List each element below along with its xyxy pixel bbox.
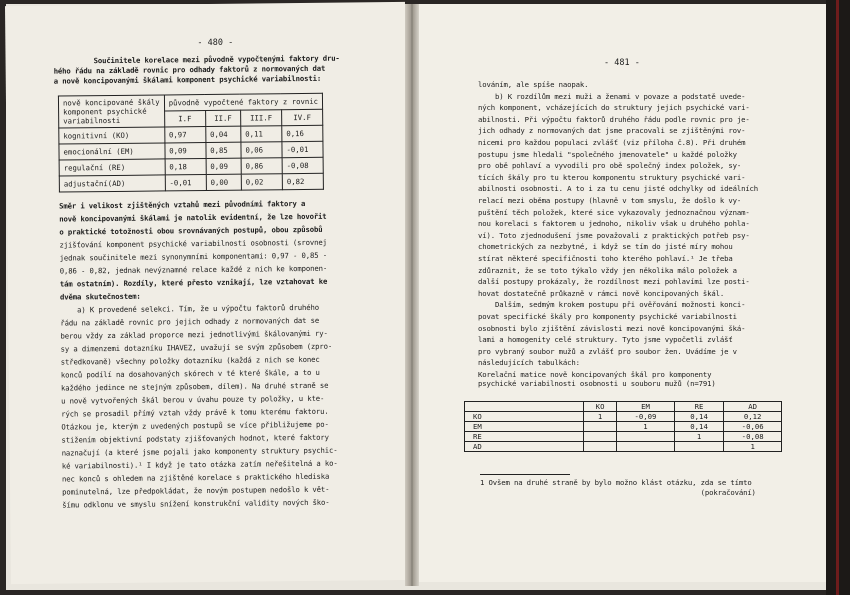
cell: 1 bbox=[584, 412, 617, 422]
row-label: AD bbox=[465, 442, 584, 452]
column-header: RE bbox=[674, 402, 724, 412]
footnote-rule bbox=[480, 474, 570, 475]
text-line: následujících tabulkách: bbox=[478, 358, 580, 368]
text-line: nou korelaci s faktorem u jednoho, nikoliv však u druhého pohla- bbox=[478, 219, 750, 229]
table-caption-line: psychické variabilnosti osobnosti u souboru mužů (n=791) bbox=[478, 379, 716, 388]
heading-line: hého řádu na základě rovnic pro odhady faktorů z normovaných dat bbox=[53, 63, 326, 76]
text-line: 0,86 - 0,82, jednak nevýznamné relace každé z nich ke komponen- bbox=[59, 263, 328, 276]
left-page bbox=[5, 2, 411, 584]
cell: 1 bbox=[674, 432, 724, 442]
column-header: III.F bbox=[241, 110, 282, 126]
text-line: Dalším, sedmým krokem postupu při ověřování možnosti konci- bbox=[478, 300, 746, 310]
heading-line: Součinitele korelace mezi původně vypočtenými faktory dru- bbox=[93, 53, 340, 66]
group-header: původně vypočtené faktory z rovnic bbox=[164, 93, 323, 111]
text-line: a) K provedené selekci. Tím, že u výpočtu faktorů druhého bbox=[60, 302, 320, 315]
text-line: tám ostatním). Rozdíly, které přesto vznikají, lze vztahovat ke bbox=[59, 276, 328, 289]
table-row bbox=[465, 412, 782, 422]
binding-strip bbox=[836, 0, 839, 595]
row-label: adjustační(AD) bbox=[59, 175, 165, 192]
text-line: zjišťování komponent psychické variabilnosti osobnosti (srovnej bbox=[59, 237, 327, 250]
text-line: abilnosti. Při výpočtu faktorů druhého řádu podle rovnic pro je- bbox=[478, 114, 750, 124]
text-line: lováním, ale spíše naopak. bbox=[478, 80, 589, 89]
column-header: AD bbox=[724, 402, 782, 412]
cell: 0,14 bbox=[674, 412, 724, 422]
text-line: ví). Toto zjednodušení jsme považovali z praktických potřeb psy- bbox=[478, 230, 750, 240]
right-page bbox=[416, 4, 826, 582]
cell: -0,01 bbox=[165, 175, 206, 191]
cell: 0,09 bbox=[165, 143, 206, 159]
page-number-left: - 480 - bbox=[197, 37, 234, 49]
text-line: chometrických za nezbytné, i když se tím do jisté míry mohou bbox=[478, 242, 733, 252]
text-line: nově koncipovanými škálami je natolik evidentní, že lze hovořit bbox=[59, 211, 327, 224]
cell: 0,86 bbox=[241, 158, 282, 174]
cell bbox=[584, 422, 617, 432]
cell: 0,04 bbox=[205, 126, 240, 142]
text-line: lami a homogenity celé struktury. Tyto jsme vypočetli zvlášť bbox=[478, 335, 733, 345]
text-line: stírat některé specifičnosti toho kterého pohlaví.¹ Je třeba bbox=[478, 254, 733, 263]
cell: 0,06 bbox=[241, 142, 282, 158]
cell: 0,00 bbox=[206, 174, 241, 190]
cell: -0,06 bbox=[724, 422, 782, 432]
cell: 1 bbox=[724, 442, 782, 452]
text-line: sy a dimenzemi dotazníku IHAVEZ, uvažují se svým způsobem (zpro- bbox=[60, 341, 333, 354]
text-line: jednak součinitele mezi synonymními komponentami: 0,97 - 0,85 - bbox=[59, 250, 327, 263]
text-line: ných komponent, vcházejících do struktury jejich psychické vari- bbox=[478, 103, 750, 113]
text-line: další postupy prokázaly, že rozdílnost mezi pohlavími lze posti- bbox=[478, 277, 750, 287]
text-line: osobnosti bylo zjištění závislosti mezi nově koncipovanými šká- bbox=[478, 323, 746, 333]
text-line: abilnosti osobnosti. A to i za tu cenu jisté odchylky od ideálních bbox=[478, 184, 759, 194]
cell: 1 bbox=[617, 422, 675, 432]
text-line: pominutelná, lze předpokládat, že novým postupem nedošlo k vět- bbox=[62, 484, 330, 497]
text-line: Směr i velikost zjištěných vztahů mezi původními faktory a bbox=[59, 198, 306, 211]
text-line: povat specifické škály pro komponenty psychické variabilnosti bbox=[478, 312, 737, 321]
text-line: naznačují (a které jsme pojali jako komponenty struktury psychic- bbox=[61, 445, 338, 458]
row-label: KO bbox=[465, 412, 584, 422]
row-label: EM bbox=[465, 422, 584, 432]
text-line: dvěma skutečnostem: bbox=[59, 291, 141, 302]
cell: 0,85 bbox=[206, 142, 241, 158]
footnote-line: (pokračování) bbox=[480, 488, 756, 497]
table-row bbox=[59, 173, 323, 192]
cell: -0,08 bbox=[724, 432, 782, 442]
table-row bbox=[465, 422, 782, 432]
text-line: každého jedince ne stejným způsobem, dílem). Na druhé straně se bbox=[60, 380, 329, 393]
text-line: středkovaně) všechny položky dotazníku (každá z nich se konec bbox=[60, 354, 320, 367]
column-header: II.F bbox=[205, 110, 240, 126]
row-label: emocionální (EM) bbox=[59, 143, 165, 160]
cell: -0,08 bbox=[282, 157, 323, 173]
cell: 0,16 bbox=[282, 125, 323, 141]
text-line: relací mezi oběma postupy (hlavně v tom smyslu, že došlo k vy- bbox=[478, 196, 742, 205]
row-header-cell bbox=[58, 95, 164, 128]
cell: 0,18 bbox=[165, 159, 206, 175]
text-line: rých se prosadil přímý vztah vždy právě k tomu kterému faktoru. bbox=[61, 406, 329, 419]
cell bbox=[584, 432, 617, 442]
column-header: KO bbox=[584, 402, 617, 412]
text-line: puštění těch položek, které sice vykazovaly jednoznačnou význam- bbox=[478, 207, 750, 217]
column-header: IV.F bbox=[282, 109, 323, 125]
text-line: o praktické totožnosti obou srovnávaných postupů, obou způsobů bbox=[59, 224, 323, 237]
table-row bbox=[465, 442, 782, 452]
table-caption-line: Korelační matice nově koncipovaných škál pro komponenty bbox=[478, 370, 712, 379]
cell: 0,09 bbox=[206, 158, 241, 174]
text-line: konců podílí na dosahovaných skórech v té které škále, a to u bbox=[60, 367, 320, 380]
text-line: Otázkou je, kterým z uvedených postupů se více přibližujeme po- bbox=[61, 419, 329, 432]
text-line: b) K rozdílům mezi muži a ženami v povaze a podstatě uvede- bbox=[478, 91, 746, 101]
cell bbox=[584, 442, 617, 452]
text-line: řádu na základě rovnic pro jejich odhady z normovaných dat se bbox=[60, 315, 320, 328]
cell: 0,82 bbox=[282, 173, 323, 189]
column-header: I.F bbox=[164, 111, 205, 127]
row-header-line: komponent psychické bbox=[63, 106, 147, 117]
row-label: RE bbox=[465, 432, 584, 442]
correlation-table-factors bbox=[58, 93, 324, 193]
text-line: u nově vytvořených škál berou v úvahu pouze ty položky, u kte- bbox=[61, 393, 325, 406]
book-gutter bbox=[405, 4, 419, 586]
cell: 0,14 bbox=[674, 422, 724, 432]
row-label: regulační (RE) bbox=[59, 159, 165, 176]
cell: -0,09 bbox=[617, 412, 675, 422]
row-label: kognitivní (KO) bbox=[59, 127, 165, 144]
text-line: nicemi pro každou populaci zvlášť (viz příloha č.8). Při druhém bbox=[478, 138, 746, 147]
cell bbox=[617, 432, 675, 442]
heading-line: a nově koncipovanými škálami komponent psychické variabilnosti: bbox=[53, 73, 322, 86]
text-line: stižením objektivní podstaty zjišťovaných hodnot, které faktory bbox=[61, 432, 329, 445]
text-line: nec konců s ohledem na zjištěné korelace s praktického hlediska bbox=[61, 471, 330, 484]
corner-cell bbox=[465, 402, 584, 412]
table-row bbox=[465, 432, 782, 442]
cell bbox=[617, 442, 675, 452]
row-header-line: variabilnosti bbox=[63, 115, 121, 126]
text-line: berou vždy za základ proporce mezi jednotlivými škálovanými ry- bbox=[60, 328, 328, 341]
footnote-line: 1 Ovšem na druhé straně by bylo možno klást otázku, zda se tímto bbox=[480, 478, 752, 487]
cell: 0,97 bbox=[164, 127, 205, 143]
text-line: jich odhady z normovaných dat jsme pracovali se zjištěnými rov- bbox=[478, 126, 746, 136]
text-line: tících škály pro tu kterou komponentu struktury psychické vari- bbox=[478, 172, 746, 182]
book-edge bbox=[826, 0, 850, 595]
text-line: postupu jsme hledali "společného jmenovatele" u každé položky bbox=[478, 149, 737, 159]
cell: 0,11 bbox=[241, 126, 282, 142]
text-line: hovat dostatečně průkazně v rámci nově koncipovaných škál. bbox=[478, 288, 725, 298]
text-line: pro obě pohlaví a vyvodili pro obě společný index položek, sy- bbox=[478, 161, 742, 171]
text-line: šímu odklonu ve smyslu snížení konstrukční validity nových ško- bbox=[62, 497, 330, 510]
cell bbox=[674, 442, 724, 452]
text-line: pro vybraný soubor mužů a zvlášť pro soubor žen. Uvádíme je v bbox=[478, 346, 737, 356]
column-header: EM bbox=[617, 402, 675, 412]
cell: -0,01 bbox=[282, 141, 323, 157]
row-header-line: nově koncipované škály bbox=[62, 97, 160, 108]
text-line: zdůraznit, že se toto týkalo vždy jen několika málo položek a bbox=[478, 265, 737, 275]
cell: 0,12 bbox=[724, 412, 782, 422]
text-line: ké variabilnosti).¹ I když je tato otázka zatím neřešitelná a ko- bbox=[61, 458, 338, 471]
correlation-matrix-men bbox=[464, 401, 782, 452]
cell: 0,02 bbox=[241, 174, 282, 190]
page-number-right: - 481 - bbox=[604, 58, 640, 68]
